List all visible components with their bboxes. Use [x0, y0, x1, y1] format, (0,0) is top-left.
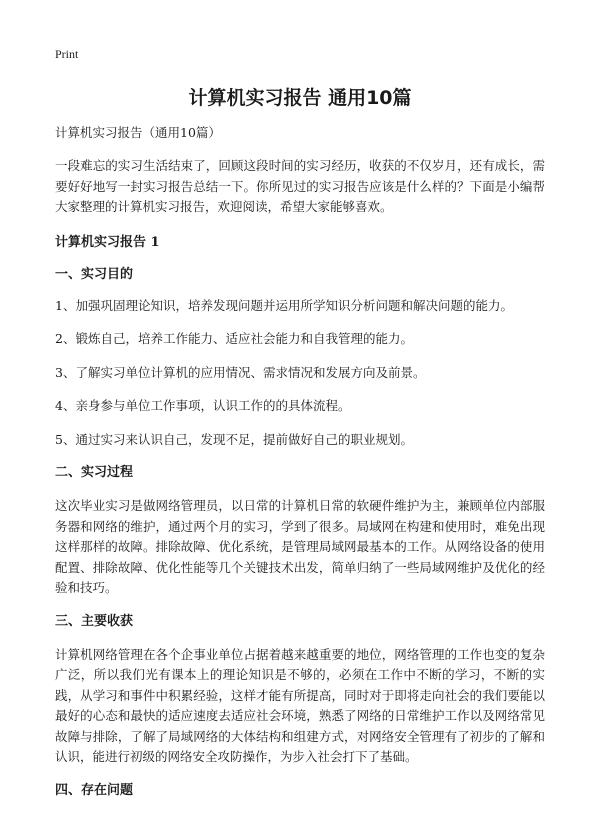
process-paragraph: 这次毕业实习是做网络管理员，以日常的计算机日常的软硬件维护为主，兼顾单位内部服务器和网络的维护，通过两个月的实习，学到了很多。局域网在构建和使用时，难免出现这样那样的故障。排除故障、优化系统，是管理局域网最基本的工作。从网络设备的使用配置、排除故障、优化性能等几个关键技术出发，简单归纳了一些局域网维护及优化的经验和技巧。 [55, 498, 545, 595]
purpose-item: 2、锻炼自己，培养工作能力、适应社会能力和自我管理的能力。 [55, 331, 413, 346]
gains-paragraph: 计算机网络管理在各个企事业单位占据着越来越重要的地位，网络管理的工作也变的复杂广泛，所以我们光有课本上的理论知识是不够的，必须在工作中不断的学习，不断的实践，从学习和事件中积累经验，这样才能有所提高，同时对于即将走向社会的我们要能以最好的心态和最快的适应速度去适应社会环境，熟悉了网络的日常维护工作以及网络常见故障与排除，了解了局域网络的大体结构和组建方式，对网络安全管理有了初步的了解和认识，能进行初级的网络安全攻防操作，为步入社会打下了基础。 [55, 646, 545, 764]
report-heading: 计算机实习报告 1 [55, 234, 160, 250]
print-link[interactable]: Print [55, 47, 79, 61]
document-subtitle: 计算机实习报告（通用10篇） [55, 125, 221, 140]
document-title: 计算机实习报告 通用10篇 [188, 87, 412, 109]
section-heading-process: 二、实习过程 [55, 465, 134, 480]
section-heading-problems: 四、存在问题 [55, 782, 134, 798]
purpose-item: 4、亲身参与单位工作事项，认识工作的的具体流程。 [55, 398, 351, 413]
intro-paragraph: 一段难忘的实习生活结束了，回顾这段时间的实习经历，收获的不仅岁月，还有成长，需要好好地写一封实习报告总结一下。你所见过的实习报告应该是什么样的？下面是小编帮大家整理的计算机实习报告，欢迎阅读，希望大家能够喜欢。 [55, 158, 545, 214]
purpose-item: 1、加强巩固理论知识，培养发现问题并运用所学知识分析问题和解决问题的能力。 [55, 297, 513, 313]
section-heading-purpose: 一、实习目的 [55, 266, 134, 282]
purpose-item: 3、了解实习单位计算机的应用情况、需求情况和发展方向及前景。 [55, 364, 426, 380]
section-heading-gains: 三、主要收获 [55, 613, 134, 629]
purpose-item: 5、通过实习来认识自己，发现不足，提前做好自己的职业规划。 [55, 431, 413, 447]
